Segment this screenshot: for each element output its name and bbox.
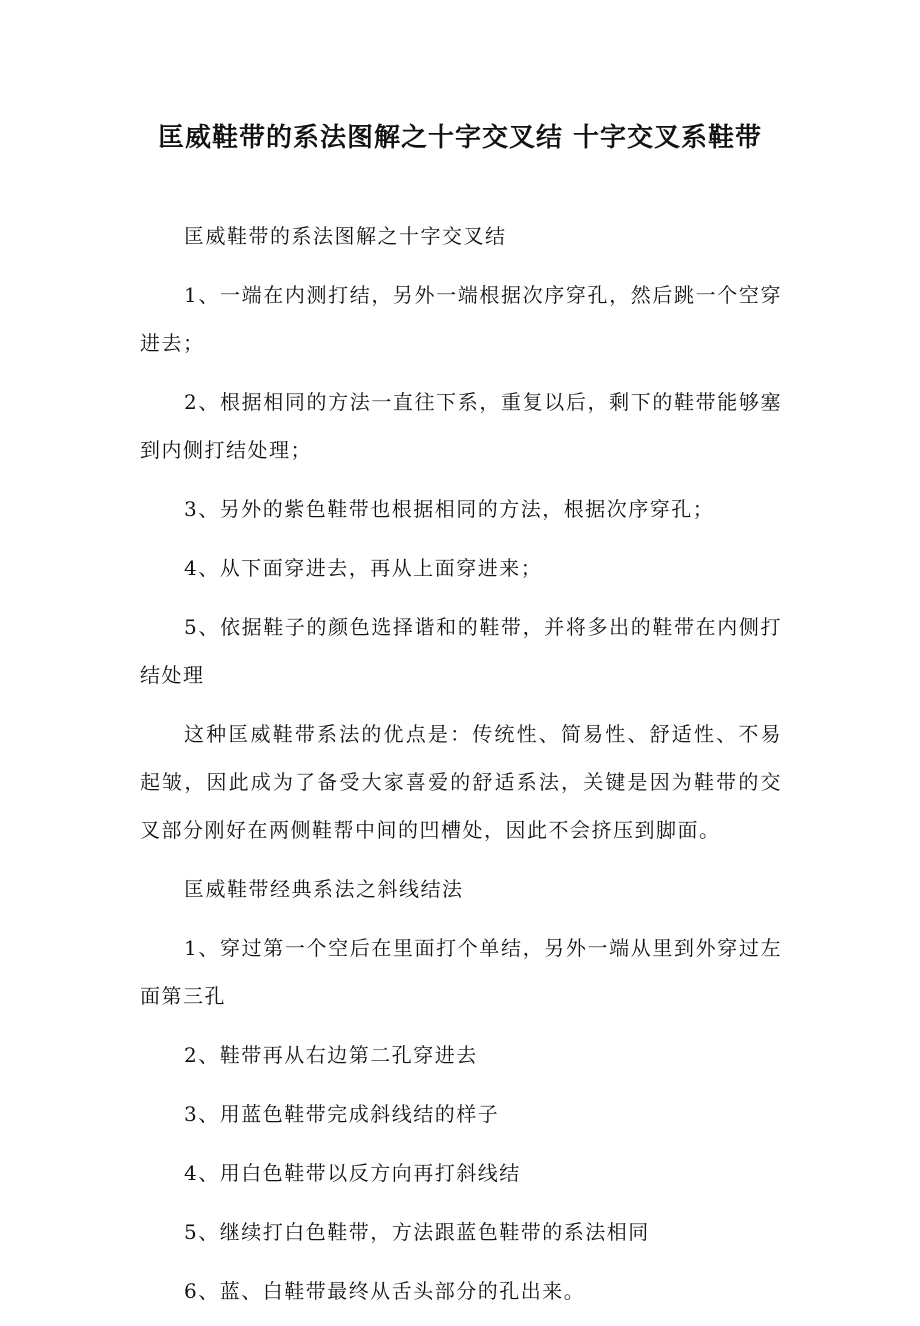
document-body (140, 212, 782, 1326)
paragraph-diagonal-step-2: 2、鞋带再从右边第二孔穿进去 (184, 1043, 478, 1067)
paragraph-step-3: 3、另外的紫色鞋带也根据相同的方法，根据次序穿孔； (184, 497, 715, 521)
paragraph-section-heading-cross-knot: 匡威鞋带的系法图解之十字交叉结 (184, 224, 507, 248)
document-title: 匡威鞋带的系法图解之十字交叉结 十字交叉系鞋带 (157, 123, 763, 153)
paragraph-step-2: 2、根据相同的方法一直往下系，重复以后，剩下的鞋带能够塞到内侧打结处理； (140, 390, 782, 462)
paragraph-step-1: 1、一端在内测打结，另外一端根据次序穿孔，然后跳一个空穿进去； (140, 283, 782, 355)
paragraph-diagonal-step-4: 4、用白色鞋带以反方向再打斜线结 (184, 1161, 521, 1185)
paragraph-diagonal-step-1: 1、穿过第一个空后在里面打个单结，另外一端从里到外穿过左面第三孔 (140, 936, 782, 1008)
paragraph-diagonal-step-6: 6、蓝、白鞋带最终从舌头部分的孔出来。 (184, 1279, 586, 1303)
paragraph-section-heading-diagonal-knot: 匡威鞋带经典系法之斜线结法 (184, 877, 464, 901)
paragraph-step-4: 4、从下面穿进去，再从上面穿进来； (184, 556, 543, 580)
paragraph-diagonal-step-5: 5、继续打白色鞋带，方法跟蓝色鞋带的系法相同 (184, 1220, 650, 1244)
paragraph-step-5: 5、依据鞋子的颜色选择谐和的鞋带，并将多出的鞋带在内侧打结处理 (140, 615, 782, 687)
paragraph-advantages: 这种匡威鞋带系法的优点是：传统性、简易性、舒适性、不易起皱，因此成为了备受大家喜爱的舒适系法，关键是因为鞋带的交叉部分刚好在两侧鞋帮中间的凹槽处，因此不会挤压到脚面。 (140, 722, 782, 842)
paragraph-diagonal-step-3: 3、用蓝色鞋带完成斜线结的样子 (184, 1102, 500, 1126)
